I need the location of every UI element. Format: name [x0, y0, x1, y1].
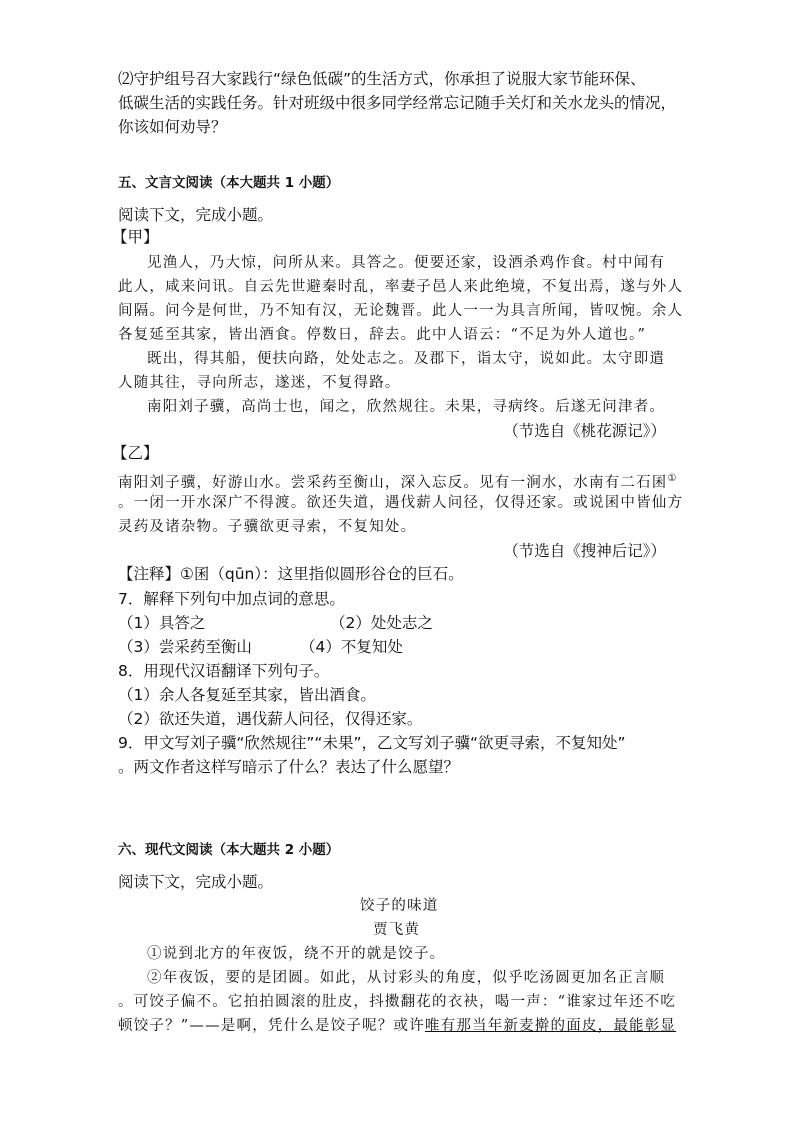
article-paragraph-2-line: ②年夜饭，要的是团圆。如此，从讨彩头的角度，似乎吃汤圆更加名正言顺 — [147, 970, 666, 986]
q-part2-line-2: 低碳生活的实践任务。针对班级中很多同学经常忘记随手关灯和关水龙头的情况， — [118, 94, 677, 112]
q-part2-line-1: ⑵守护组号召大家践行“绿色低碳”的生活方式，你承担了说服大家节能环保、 — [118, 70, 646, 88]
jia-line: 间隔。问今是何世，乃不知有汉，无论魏晋。此人一一为具言所闻，皆叹惋。余人 — [118, 303, 684, 319]
jia-label: 【甲】 — [112, 228, 159, 246]
jia-line: 南阳刘子骥，高尚士也，闻之，欣然规往。未果，寻病终。后遂无问津者。 — [147, 399, 666, 415]
question-9-line-1: 9．甲文写刘子骥“欣然规往”“未果”，乙文写刘子骥“欲更寻索，不复知处” — [118, 734, 626, 752]
q-part2-line-3: 你该如何劝导？ — [118, 118, 227, 136]
yi-source: （节选自《搜神后记》） — [503, 542, 666, 560]
yi-line: 。一闭一开水深广不得渡。欲还失道，遇伐薪人问径，仅得还家。或说囷中皆仙方 — [118, 495, 684, 511]
jia-line: 各复延至其家，皆出酒食。停数日，辞去。此中人语云：“不足为外人道也。” — [118, 327, 647, 343]
annotation-note: 【注释】①囷（qūn）：这里指似圆形谷仓的巨石。 — [118, 565, 464, 583]
q7-item-3: （3）尝采药至衡山 — [118, 638, 252, 656]
jia-line: 此人，咸来问讯。自云先世避秦时乱，率妻子邑人来此绝境，不复出焉，遂与外人 — [118, 279, 684, 295]
q8-item-2: （2）欲还失道，遇伐薪人问径，仅得还家。 — [118, 710, 423, 728]
underlined-sentence: 唯有那当年新麦擀的面皮，最能彰显 — [424, 1018, 677, 1034]
section6-heading: 六、现代文阅读（本大题共 2 小题） — [118, 842, 340, 858]
jia-line: 既出，得其船，便扶向路，处处志之。及郡下，诣太守，说如此。太守即遣 — [147, 351, 666, 367]
footnote-marker: ① — [667, 473, 678, 484]
question-8: 8．用现代汉语翻译下列句子。 — [118, 662, 330, 680]
article-paragraph-2-line: 。可饺子偏不。它拍拍圆滚的肚皮，抖擞翻花的衣袂，喝一声：“谁家过年还不吃 — [118, 994, 677, 1010]
jia-line: 见渔人，乃大惊，问所从来。具答之。便要还家，设酒杀鸡作食。村中闻有 — [147, 255, 666, 271]
yi-label: 【乙】 — [112, 444, 159, 462]
section5-instruction: 阅读下文，完成小题。 — [118, 206, 274, 224]
jia-source: （节选自《桃花源记》） — [503, 422, 666, 440]
q7-item-4: （4）不复知处 — [300, 638, 403, 656]
q7-item-2: （2）处处志之 — [330, 614, 433, 632]
jia-line: 人随其往，寻向所志，遂迷，不复得路。 — [118, 375, 401, 391]
paragraph-text: 顿饺子？”——是啊，凭什么是饺子呢？或许 — [118, 1018, 425, 1034]
article-author: 贾飞黄 — [373, 922, 421, 938]
yi-line: 灵药及诸杂物。子骥欲更寻索，不复知处。 — [118, 519, 417, 535]
question-9-line-2: 。两文作者这样写暗示了什么？表达了什么愿望？ — [118, 758, 460, 776]
yi-line — [118, 469, 678, 493]
article-title: 饺子的味道 — [360, 898, 439, 914]
article-paragraph-1: ①说到北方的年夜饭，绕不开的就是饺子。 — [147, 946, 446, 962]
section6-instruction: 阅读下文，完成小题。 — [118, 873, 274, 891]
q7-item-1: （1）具答之 — [118, 614, 206, 632]
question-7: 7．解释下列句中加点词的意思。 — [118, 590, 345, 608]
yi-line-text: 南阳刘子骥，好游山水。尝采药至衡山，深入忘反。见有一涧水，水南有二石囷 — [118, 474, 668, 491]
section5-heading: 五、文言文阅读（本大题共 1 小题） — [118, 175, 340, 191]
q8-item-1: （1）余人各复延至其家，皆出酒食。 — [118, 686, 376, 704]
article-paragraph-2-line — [118, 1016, 676, 1036]
